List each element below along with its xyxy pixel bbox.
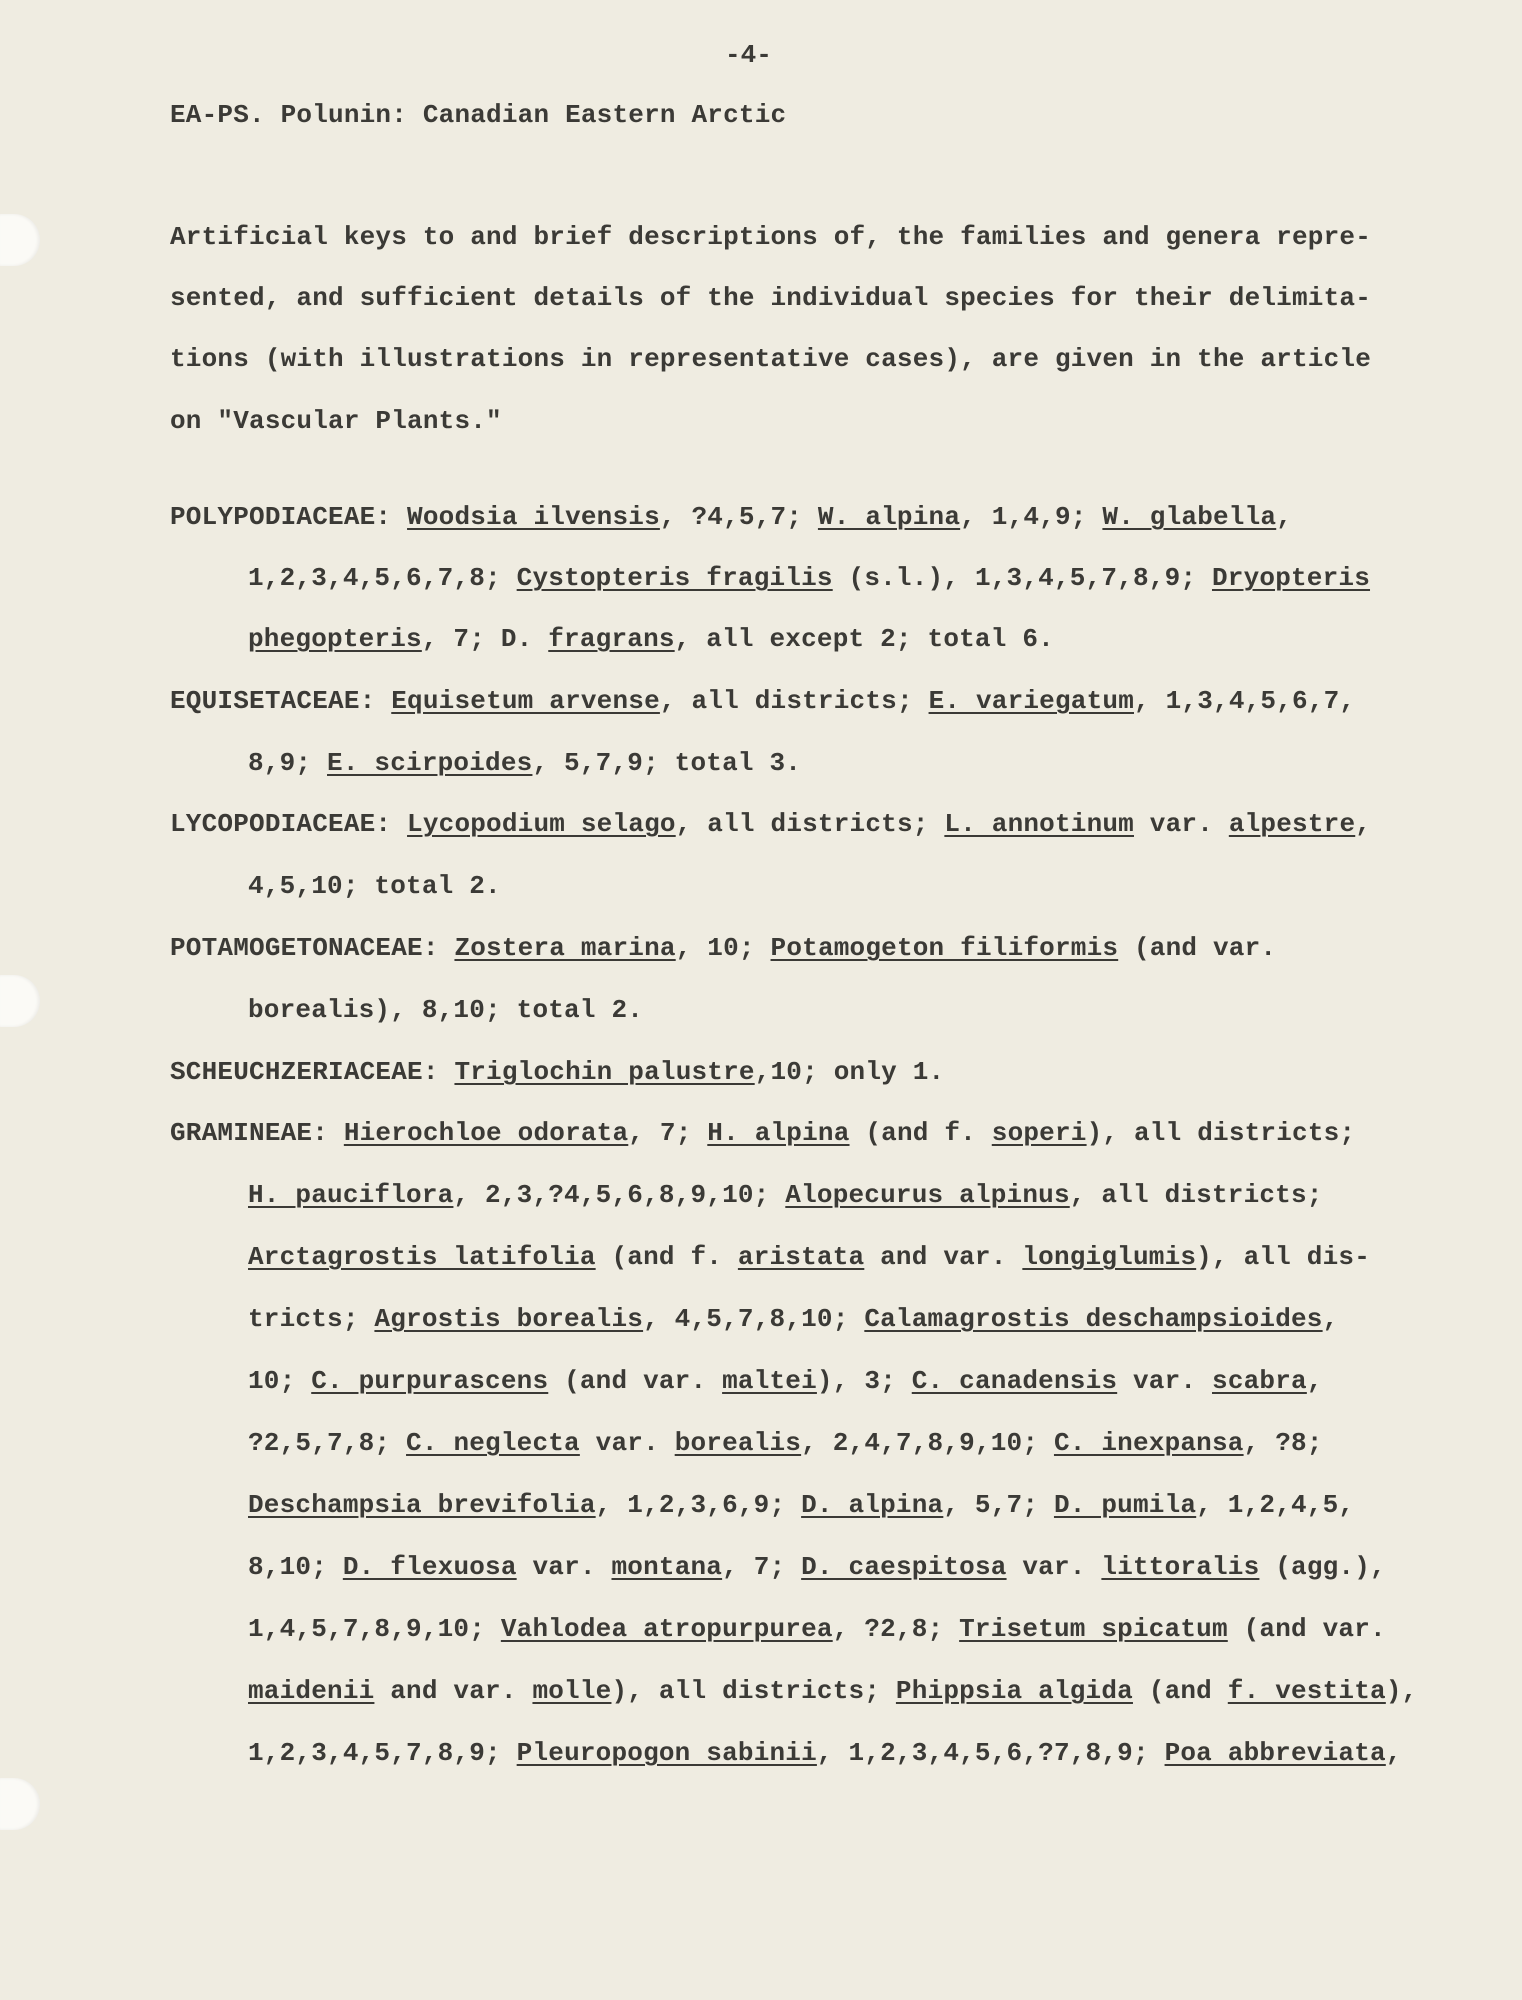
species-line [248, 1614, 1386, 1644]
species-line [248, 1490, 1354, 1520]
intro-line: on "Vascular Plants." [170, 406, 502, 436]
entry-text: , [1355, 809, 1372, 839]
species-name: Phippsia algida [895, 1676, 1133, 1706]
entry-text: var. [516, 1552, 612, 1582]
species-line [248, 1180, 1323, 1210]
species-name: H. pauciflora [248, 1180, 454, 1210]
entry-text: , 5,7; [943, 1490, 1054, 1520]
species-name: C. inexpansa [1053, 1428, 1244, 1458]
entry-text: ), all districts; [1086, 1118, 1356, 1148]
species-name: Arctagrostis latifolia [248, 1242, 596, 1272]
species-name: maidenii [248, 1676, 375, 1706]
entry-text: var. [1117, 1366, 1213, 1396]
family-entry-line [170, 502, 1292, 532]
punch-hole [0, 975, 40, 1027]
entry-text: and var. [864, 1242, 1023, 1272]
entry-text: ?2,5,7,8; [248, 1428, 407, 1458]
entry-text: , [1322, 1304, 1339, 1334]
entry-text: , 1,3,4,5,6,7, [1134, 686, 1356, 716]
species-name: L. annotinum [944, 809, 1134, 839]
entry-text: ), [1385, 1676, 1418, 1706]
family-entry-line [170, 933, 1276, 963]
punch-hole [0, 1778, 40, 1830]
species-name: Zostera marina [454, 933, 676, 963]
species-name: Pleuropogon sabinii [516, 1738, 817, 1768]
species-name: Vahlodea atropurpurea [500, 1614, 833, 1644]
entry-text: , ?8; [1243, 1428, 1323, 1458]
species-name: Hierochloe odorata [343, 1118, 629, 1148]
entry-text: and var. [374, 1676, 533, 1706]
entry-text: EQUISETACEAE: [170, 686, 392, 716]
entry-text: GRAMINEAE: [170, 1118, 344, 1148]
species-name: maltei [722, 1366, 817, 1396]
species-line [248, 1304, 1338, 1334]
species-name: H. alpina [707, 1118, 850, 1148]
species-line [248, 563, 1370, 593]
family-entry-line [170, 809, 1371, 839]
species-name: longiglumis [1022, 1242, 1197, 1272]
entry-text: 4,5,10; total 2. [248, 871, 501, 901]
page-header: EA-PS. Polunin: Canadian Eastern Arctic [170, 100, 787, 130]
punch-hole [0, 214, 40, 266]
entry-text: , all districts; [1069, 1180, 1323, 1210]
species-name: scabra [1212, 1366, 1307, 1396]
species-name: D. alpina [801, 1490, 944, 1520]
family-entry-line [170, 686, 1355, 716]
species-name: Woodsia ilvensis [407, 502, 660, 532]
species-line [248, 995, 643, 1025]
entry-text: ), all districts; [611, 1676, 896, 1706]
entry-text: , 10; [675, 933, 771, 963]
species-name: E. scirpoides [327, 748, 533, 778]
species-name: Cystopteris fragilis [516, 563, 833, 593]
entry-text: , 7; [722, 1552, 802, 1582]
entry-text: 1,2,3,4,5,6,7,8; [248, 563, 517, 593]
species-name: D. flexuosa [342, 1552, 517, 1582]
species-line [248, 1242, 1370, 1272]
entry-text: , all districts; [659, 686, 929, 716]
species-name: f. vestita [1227, 1676, 1386, 1706]
species-name: Trisetum spicatum [959, 1614, 1228, 1644]
entry-text: POTAMOGETONACEAE: [170, 933, 455, 963]
entry-text: , 2,3,?4,5,6,8,9,10; [453, 1180, 786, 1210]
species-name: aristata [737, 1242, 865, 1272]
entry-text: 1,4,5,7,8,9,10; [248, 1614, 501, 1644]
entry-text: 8,10; [248, 1552, 343, 1582]
species-name: C. purpurascens [311, 1366, 549, 1396]
species-name: W. alpina [817, 502, 961, 532]
species-name: Deschampsia brevifolia [248, 1490, 596, 1520]
entry-text: , 7; [628, 1118, 708, 1148]
species-name: molle [532, 1676, 612, 1706]
species-name: Lycopodium selago [407, 809, 676, 839]
entry-text: , [1306, 1366, 1323, 1396]
intro-line: Artificial keys to and brief descriptions of, the families and genera repre- [170, 222, 1371, 252]
species-line [248, 1676, 1417, 1706]
entry-text: var. [1006, 1552, 1102, 1582]
species-name: Potamogeton filiformis [770, 933, 1119, 963]
entry-text: (and var. [548, 1366, 723, 1396]
species-name: littoralis [1101, 1552, 1260, 1582]
species-name: fragrans [548, 624, 675, 654]
species-name: Dryopteris [1211, 563, 1371, 593]
entry-text: , ?4,5,7; [659, 502, 818, 532]
entry-text: (and [1132, 1676, 1228, 1706]
entry-text: , 1,2,3,4,5,6,?7,8,9; [816, 1738, 1165, 1768]
entry-text: var. [579, 1428, 675, 1458]
entry-text: , [1276, 502, 1293, 532]
entry-text: tricts; [248, 1304, 375, 1334]
entry-text: borealis), 8,10; total 2. [248, 995, 644, 1025]
entry-text: (and var. [1118, 933, 1277, 963]
entry-text: 8,9; [248, 748, 328, 778]
entry-text: , all except 2; total 6. [674, 624, 1054, 654]
species-name: W. glabella [1102, 502, 1277, 532]
species-name: montana [611, 1552, 723, 1582]
entry-text: LYCOPODIACEAE: [170, 809, 408, 839]
species-name: C. neglecta [406, 1428, 580, 1458]
entry-text: 10; [248, 1366, 312, 1396]
entry-text: (and var. [1227, 1614, 1386, 1644]
entry-text: , 1,4,9; [960, 502, 1103, 532]
family-entry-line [170, 1057, 944, 1087]
entry-text: , all districts; [675, 809, 945, 839]
entry-text: ), all dis- [1196, 1242, 1370, 1272]
species-name: phegopteris [248, 624, 422, 654]
family-entry-line [170, 1118, 1355, 1148]
species-name: Poa abbreviata [1164, 1738, 1386, 1768]
species-line [248, 871, 501, 901]
entry-text: var. [1134, 809, 1229, 839]
species-name: Triglochin palustre [454, 1057, 755, 1087]
entry-text: ), 3; [816, 1366, 912, 1396]
page-number: -4- [725, 40, 772, 70]
intro-line: sented, and sufficient details of the individual species for their delimita- [170, 283, 1371, 313]
entry-text: , 1,2,4,5, [1196, 1490, 1355, 1520]
species-line [248, 624, 1054, 654]
species-name: E. variegatum [928, 686, 1134, 716]
entry-text: , [1385, 1738, 1402, 1768]
entry-text: (and f. [595, 1242, 738, 1272]
species-name: D. caespitosa [801, 1552, 1007, 1582]
entry-text: (s.l.), 1,3,4,5,7,8,9; [832, 563, 1212, 593]
species-name: Equisetum arvense [391, 686, 660, 716]
species-line [248, 1552, 1386, 1582]
species-name: Calamagrostis deschampsioides [864, 1304, 1323, 1334]
species-line [248, 1738, 1402, 1768]
entry-text: , 4,5,7,8,10; [643, 1304, 865, 1334]
species-name: C. canadensis [911, 1366, 1118, 1396]
entry-text: , ?2,8; [832, 1614, 960, 1644]
species-line [248, 748, 801, 778]
entry-text: SCHEUCHZERIACEAE: [170, 1057, 455, 1087]
intro-line: tions (with illustrations in representative cases), are given in the article [170, 344, 1371, 374]
species-name: borealis [674, 1428, 802, 1458]
species-name: alpestre [1228, 809, 1356, 839]
species-line [248, 1366, 1323, 1396]
entry-text: ,10; only 1. [754, 1057, 945, 1087]
species-name: Alopecurus alpinus [785, 1180, 1070, 1210]
entry-text: 1,2,3,4,5,7,8,9; [248, 1738, 517, 1768]
entry-text: , 2,4,7,8,9,10; [801, 1428, 1054, 1458]
entry-text: (and f. [849, 1118, 992, 1148]
entry-text: , 5,7,9; total 3. [532, 748, 802, 778]
entry-text: POLYPODIACEAE: [170, 502, 408, 532]
species-name: D. pumila [1053, 1490, 1197, 1520]
species-name: soperi [991, 1118, 1087, 1148]
entry-text: , 7; D. [421, 624, 549, 654]
entry-text: (agg.), [1259, 1552, 1386, 1582]
entry-text: , 1,2,3,6,9; [595, 1490, 802, 1520]
species-name: Agrostis borealis [374, 1304, 644, 1334]
species-line [248, 1428, 1323, 1458]
